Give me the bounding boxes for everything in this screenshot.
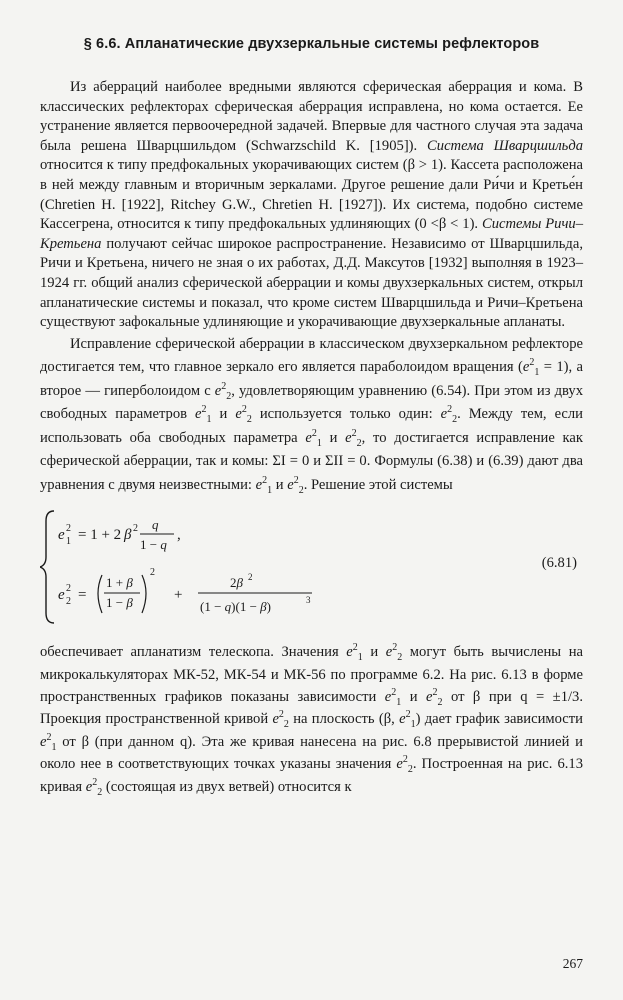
brace-icon <box>40 511 54 623</box>
svg-text:(1 − q)(1 − β): (1 − q)(1 − β) <box>200 599 271 615</box>
svg-text:3: 3 <box>306 595 311 606</box>
page-number: 267 <box>562 956 583 971</box>
svg-text:2: 2 <box>150 567 155 579</box>
svg-text:1 − q: 1 − q <box>140 537 167 553</box>
section-title: § 6.6. Апланатические двухзеркальные системы рефлекторов <box>83 36 540 52</box>
svg-text:2β: 2β <box>230 575 243 591</box>
svg-text:q: q <box>152 517 159 533</box>
svg-text:1 + β: 1 + β <box>106 575 133 591</box>
svg-text:1: 1 <box>66 536 71 548</box>
svg-text:β: β <box>124 527 132 544</box>
paragraph-1: Из аберраций наиболее вредными являются сферическая аберрация и кома. В классических рефлекторах сферическая аберрация исправлена, но кома остается. Ее устранение является первоочередной задачей. Впервые для частного случая эта задача была решена Шварцшильдом (Schwarzschild K. [1905]). Система Шварцшильда относится к типу предфокальных укорачивающих систем (β > 1). Кассета расположена в ней между главным и вторичным зеркалами. Другое решение дали Ри́чи и Кретье́н (Chretien H. [1922], Ritchey G.W., Chretien H. [1927]). Их система, подобно системе Кассегрена, относится к типу предфокальных удлиняющих (0 <β < 1). Системы Ричи–Кретьена получают сейчас широкое распространение. Независимо от Шварцшильда, Ричи и Кретьена, ничего не зная о их работах, Д.Д. Максутов [1932] выполняя в 1923–1924 гг. общий анализ сферической аберрации и комы двухзеркальных систем, открыл апланатические системы и показал, что кроме систем Шварцшильда и Ричи–Кретьена существуют зафокальные удлиняющие и укорачивающие двухзеркальные апланаты. <box>40 79 584 331</box>
svg-text:,: , <box>177 527 181 544</box>
svg-text:=: = <box>78 587 87 604</box>
svg-text:= 1 + 2: = 1 + 2 <box>78 527 122 544</box>
svg-text:2: 2 <box>66 523 71 535</box>
svg-text:2: 2 <box>248 572 253 583</box>
svg-text:+: + <box>174 587 183 604</box>
svg-text:1 − β: 1 − β <box>106 595 133 611</box>
equation-system <box>40 503 583 631</box>
paragraph-2: Исправление сферической аберрации в классическом двухзеркальном рефлекторе достигается тем, что главное зеркало его является параболоидом вращения $(e^2_1 = 1)$, а второе — гиперболоидом с $e^2_2$, удовлетворяющим уравнению (6.54). При этом из двух свободных параметров $e^2_1$ и $e^2_2$ используется только один: $e^2_2$. Между тем, если использовать оба свободных параметра $e^2_1$ и $e^2_2$, то достигается исправление как сферической аберрации, так и комы: ΣI = 0 и ΣII = 0. Формулы (6.38) и (6.39) дают два уравнения с двумя неизвестными: $e^2_1$ и $e^2_2$. Решение этой системы <box>40 335 584 496</box>
paragraph-3: обеспечивает апланатизм телескопа. Значения $e^2_1$ и $e^2_2$ могут быть вычислены на микрокалькуляторах МК-52, МК-54 и МК-56 по программе 6.2. На рис. 6.13 в форме пространственных графиков показаны зависимости $e^2_1$ и $e^2_2$ от β при q = ±1/3. Проекция пространственной кривой $e^2_2$ на плоскость (β, $e^2_1$) дает график зависимости $e^2_1$ от β (при данном q). Эта же кривая нанесена на рис. 6.8 прерывистой линией и около нее в соответствующих точках указаны значения $e^2_2$. Построенная на рис. 6.13 кривая $e^2_2$ (состоящая из двух ветвей) относится к <box>40 642 583 798</box>
svg-text:e: e <box>58 527 65 544</box>
equation-number: (6.81) <box>541 555 577 572</box>
equation-6-81 <box>40 503 583 631</box>
svg-text:2: 2 <box>66 583 71 595</box>
svg-text:2: 2 <box>133 523 138 535</box>
svg-text:e: e <box>58 587 65 604</box>
svg-text:2: 2 <box>66 596 71 608</box>
